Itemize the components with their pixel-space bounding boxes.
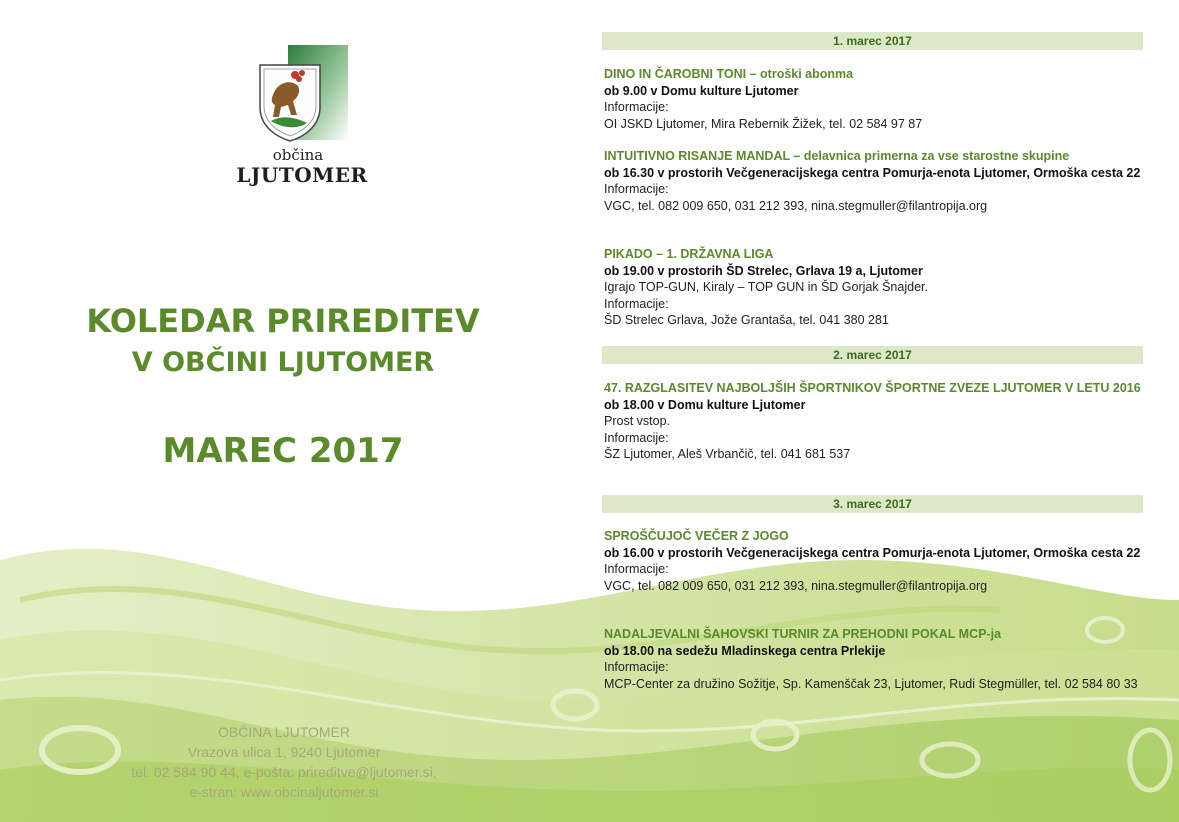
event-info: OI JSKD Ljutomer, Mira Rebernik Žižek, tel. 02 584 97 87 — [604, 116, 923, 131]
logo-text-big: LJUTOMER — [236, 163, 368, 187]
event-title: INTUITIVNO RISANJE MANDAL – delavnica primerna za vse starostne skupine — [604, 149, 1070, 163]
event-title: SPROŠČUJOČ VEČER Z JOGO — [604, 529, 789, 543]
event-time-place: ob 9.00 v Domu kulture Ljutomer — [604, 83, 799, 98]
contact-website: e-stran: www.obcinaljutomer.si — [189, 784, 379, 800]
event-extra: Igrajo TOP-GUN, Kiraly – TOP GUN in ŠD Gorjak Šnajder. — [604, 280, 928, 294]
event-time-place: ob 16.30 v prostorih Večgeneracijskega centra Pomurja-enota Ljutomer, Ormoška cesta 22 — [604, 165, 1141, 180]
contact-block — [80, 722, 488, 802]
event-item — [604, 246, 1144, 329]
headline-subtitle: V OBČINI LJUTOMER — [131, 347, 435, 378]
event-info: MCP-Center za družino Sožitje, Sp. Kamenščak 23, Ljutomer, Rudi Stegmüller, tel. 02 584 80 33 — [604, 676, 1138, 691]
coat-of-arms-icon — [255, 45, 350, 145]
logo-text-small: občina — [272, 146, 324, 164]
municipality-logo — [236, 45, 368, 187]
event-info-label: Informacije: — [604, 296, 669, 311]
contact-phone-email: tel. 02 584 90 44, e-pošta: prireditve@ljutomer.si, — [131, 764, 437, 780]
event-item — [604, 528, 1144, 594]
date-header: 3. marec 2017 — [602, 495, 1143, 513]
event-title: 47. RAZGLASITEV NAJBOLJŠIH ŠPORTNIKOV ŠPORTNE ZVEZE LJUTOMER V LETU 2016 — [604, 381, 1141, 395]
event-info: ŠZ Ljutomer, Aleš Vrbančič, tel. 041 681 537 — [604, 447, 851, 461]
event-info-label: Informacije: — [604, 182, 669, 196]
headline-month: MAREC 2017 — [162, 431, 404, 471]
contact-address: Vrazova ulica 1, 9240 Ljutomer — [187, 744, 381, 760]
date-header: 1. marec 2017 — [602, 32, 1143, 50]
event-item — [604, 148, 1144, 214]
event-item — [604, 626, 1144, 692]
event-item — [604, 66, 1144, 132]
event-title: PIKADO – 1. DRŽAVNA LIGA — [604, 247, 774, 261]
event-time-place: ob 16.00 v prostorih Večgeneracijskega centra Pomurja-enota Ljutomer, Ormoška cesta 22 — [604, 545, 1141, 560]
event-info-label: Informacije: — [604, 562, 669, 576]
event-time-place: ob 19.00 v prostorih ŠD Strelec, Grlava 19 a, Ljutomer — [604, 263, 923, 278]
event-time-place: ob 18.00 v Domu kulture Ljutomer — [604, 397, 806, 412]
event-extra: Prost vstop. — [604, 414, 670, 428]
event-info-label: Informacije: — [604, 660, 669, 674]
event-info: VGC, tel. 082 009 650, 031 212 393, nina.stegmuller@filantropija.org — [604, 578, 988, 593]
event-info: ŠD Strelec Grlava, Jože Grantaša, tel. 041 380 281 — [604, 313, 889, 327]
event-title: NADALJEVALNI ŠAHOVSKI TURNIR ZA PREHODNI POKAL MCP-ja — [604, 627, 1002, 641]
event-time-place: ob 18.00 na sedežu Mladinskega centra Prlekije — [604, 643, 886, 658]
event-info-label: Informacije: — [604, 430, 669, 445]
date-header: 2. marec 2017 — [602, 346, 1143, 364]
event-info: VGC, tel. 082 009 650, 031 212 393, nina.stegmuller@filantropija.org — [604, 198, 988, 213]
headline-title: KOLEDAR PRIREDITEV — [86, 302, 480, 340]
event-item — [604, 380, 1144, 463]
contact-org: OBČINA LJUTOMER — [218, 724, 350, 740]
event-info-label: Informacije: — [604, 100, 669, 114]
event-title: DINO IN ČAROBNI TONI – otroški abonma — [604, 67, 854, 81]
